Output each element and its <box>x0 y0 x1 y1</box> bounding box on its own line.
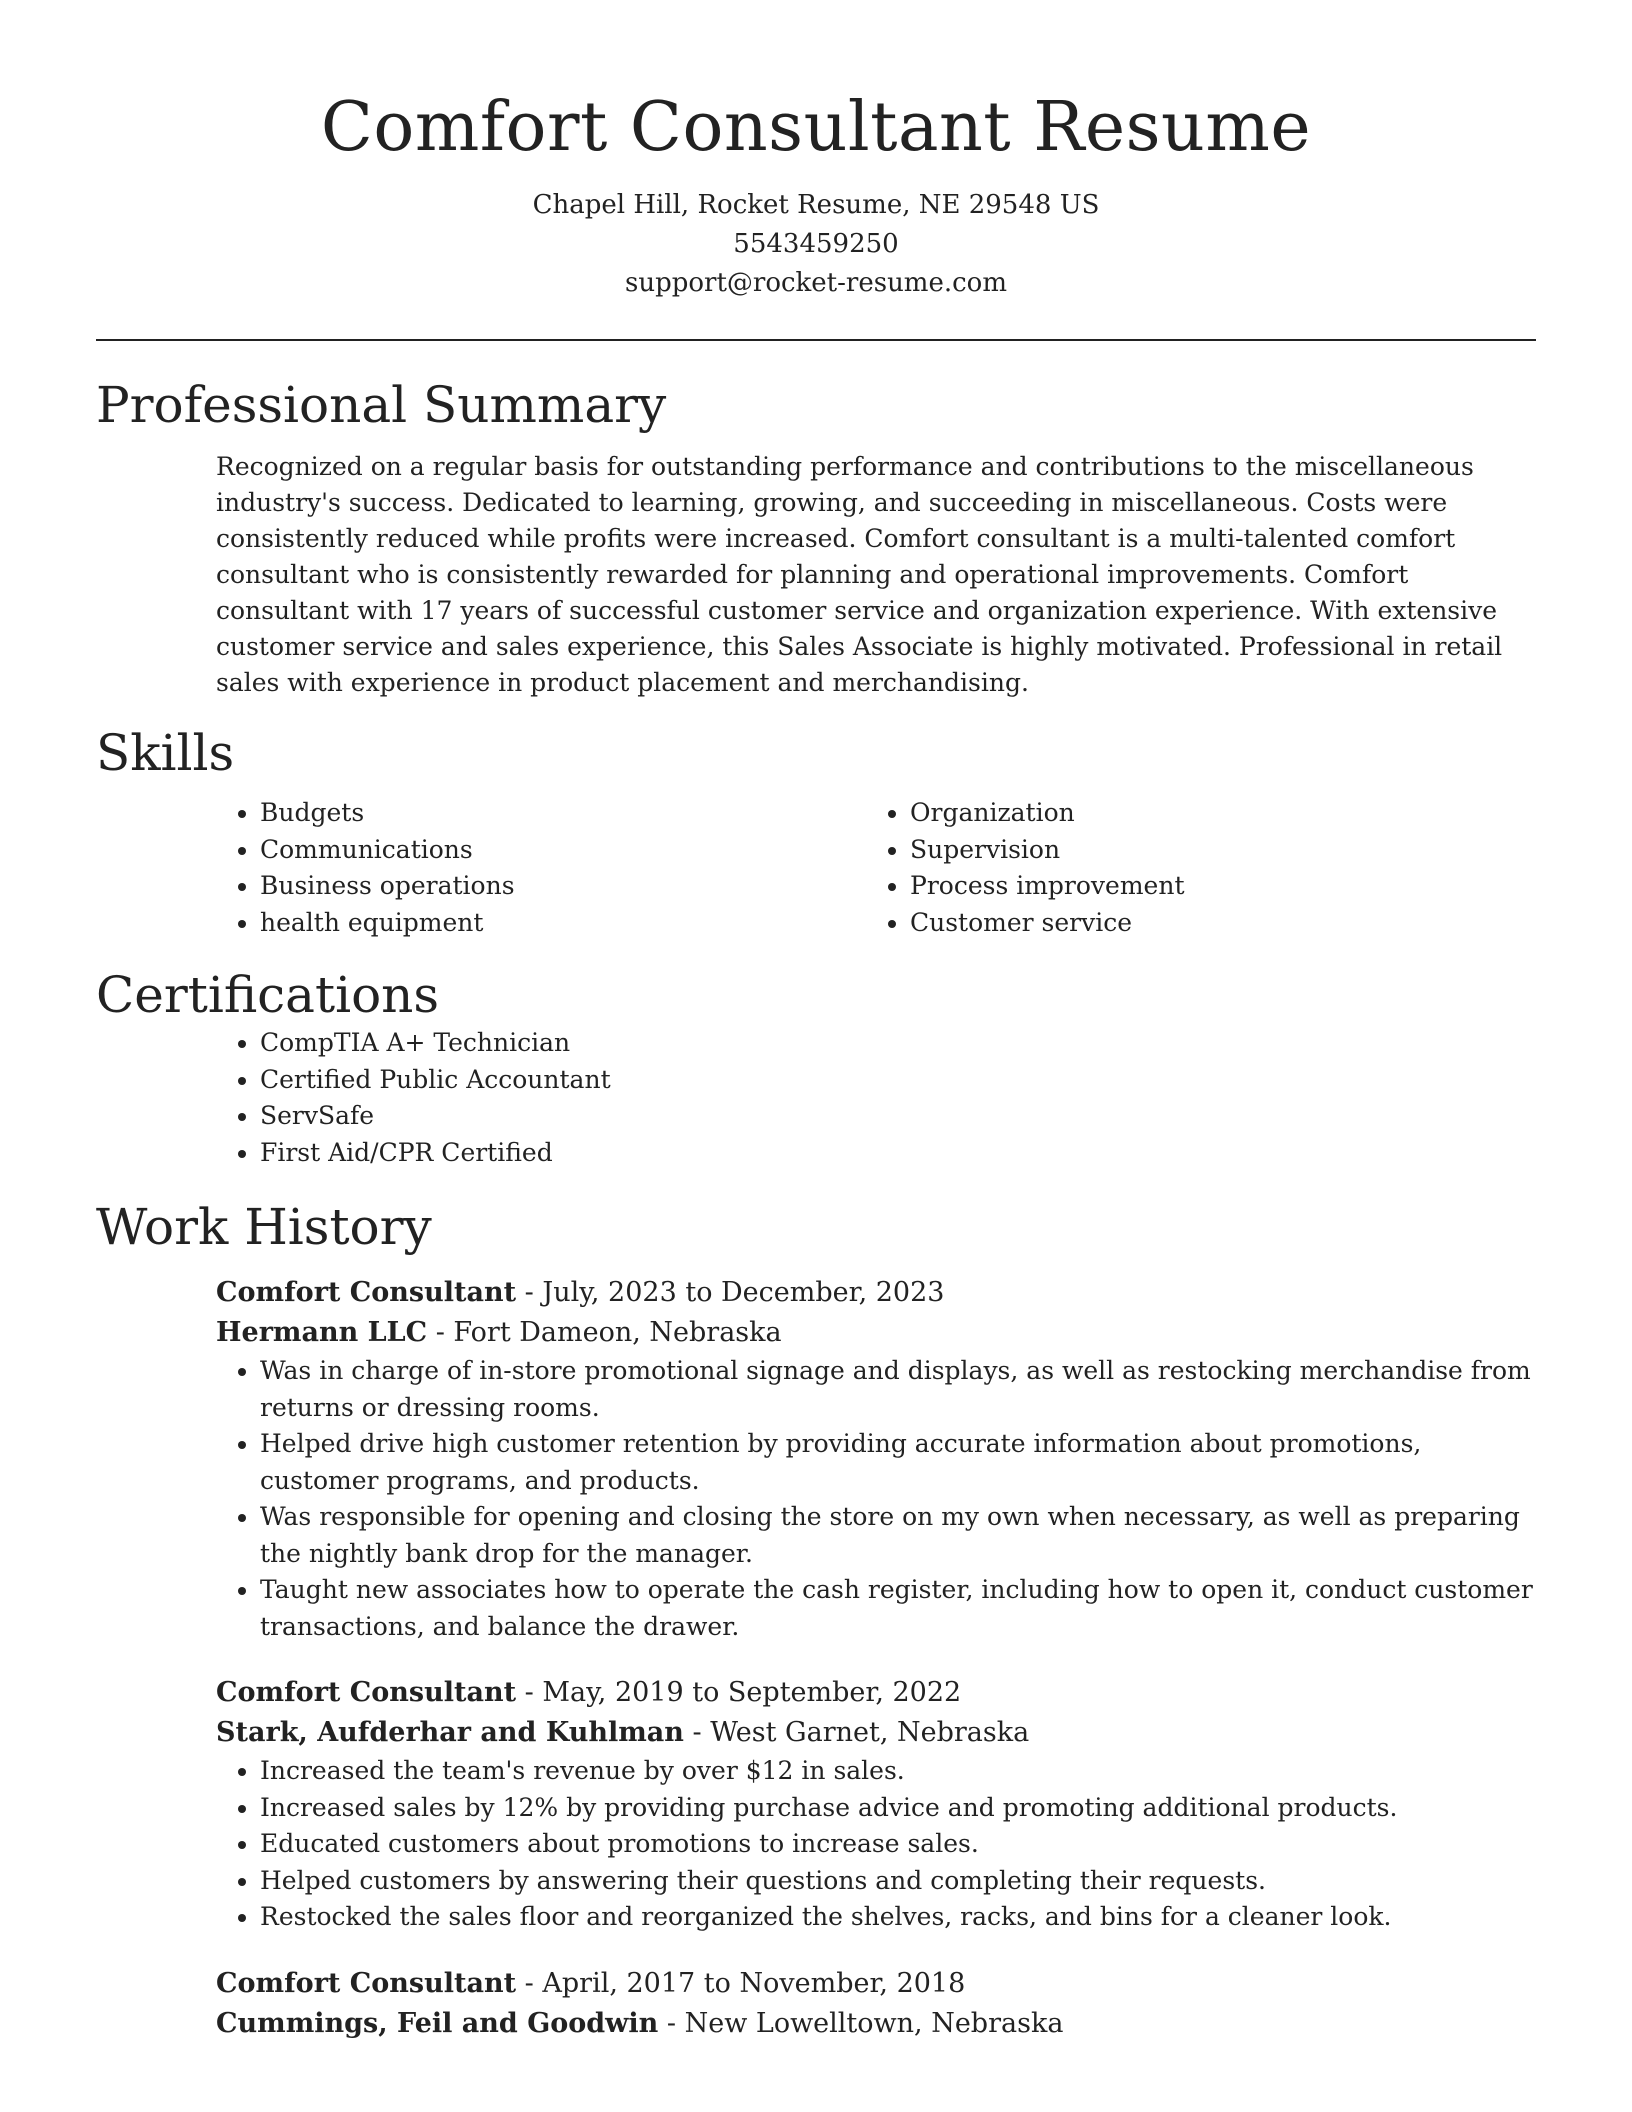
job-dates: April, 2017 to November, 2018 <box>542 1967 966 1999</box>
job-company: Cummings, Feil and Goodwin <box>216 2007 659 2039</box>
job-bullet: • Helped customers by answering their questions and completing their requests. <box>260 1863 1536 1900</box>
work-history-heading: Work History <box>96 1198 432 1256</box>
job-role-line <box>216 1273 1536 1313</box>
job-role-line <box>216 1964 1536 2004</box>
separator: - <box>658 2007 685 2039</box>
job-dates: July, 2023 to December, 2023 <box>542 1277 945 1308</box>
skill-item: • Organization <box>910 795 1516 832</box>
job-role: Comfort Consultant <box>216 1677 517 1708</box>
job-bullet: • Educated customers about promotions to increase sales. <box>260 1826 1536 1863</box>
certification-item: • CompTIA A+ Technician <box>260 1025 1536 1062</box>
skills-section <box>0 795 1632 941</box>
separator: - <box>427 1317 454 1348</box>
skills-column-left <box>216 795 866 941</box>
job-bullet: • Increased sales by 12% by providing purchase advice and promoting additional products. <box>260 1790 1536 1827</box>
summary-text: Recognized on a regular basis for outstanding performance and contributions to the miscellaneous industry's success. Dedicated to learning, growing, and succeeding in miscellaneous. Costs were consistently reduced while profits were increased. Comfort consultant is a multi-talented comfort consultant who is consistently rewarded for planning and operational improvements. Comfort consultant with 17 years of successful customer service and organization experience. With extensive customer service and sales experience, this Sales Associate is highly motivated. Professional in retail sales with experience in product placement and merchandising. <box>216 452 1503 697</box>
job-bullet: • Was in charge of in-store promotional signage and displays, as well as restocking merchandise from returns or dressing rooms. <box>260 1353 1536 1426</box>
separator: - <box>516 1277 543 1308</box>
certification-item: • First Aid/CPR Certified <box>260 1135 1536 1172</box>
certifications-list <box>216 1025 1536 1171</box>
job-entry <box>216 1273 1536 1645</box>
job-dates: May, 2019 to September, 2022 <box>542 1677 962 1708</box>
job-location: Fort Dameon, Nebraska <box>453 1317 782 1348</box>
job-company: Hermann LLC <box>216 1317 428 1348</box>
certification-item: • ServSafe <box>260 1098 1536 1135</box>
job-bullet: • Increased the team's revenue by over $12 in sales. <box>260 1753 1536 1790</box>
skills-list-left <box>216 795 866 941</box>
contact-info <box>0 186 1632 303</box>
skills-list-right <box>866 795 1516 941</box>
job-company-line <box>216 1713 1536 1753</box>
job-company-line <box>216 2004 1536 2044</box>
separator: - <box>516 1677 543 1708</box>
email: support@rocket-resume.com <box>624 268 1007 298</box>
certification-item: • Certified Public Accountant <box>260 1062 1536 1099</box>
work-history-section <box>0 1273 1632 2044</box>
skill-item: • Business operations <box>260 868 866 905</box>
job-location: New Lowelltown, Nebraska <box>684 2007 1064 2039</box>
resume-header <box>0 0 1632 303</box>
separator: - <box>683 1717 711 1748</box>
skills-grid <box>216 795 1536 941</box>
certifications-heading: Certifications <box>96 966 440 1024</box>
skill-item: • Process improvement <box>910 868 1516 905</box>
job-role-line <box>216 1673 1536 1713</box>
header-divider <box>96 339 1536 341</box>
job-bullet: • Taught new associates how to operate the cash register, including how to open it, conduct customer transactions, and balance the drawer. <box>260 1572 1536 1645</box>
skill-item: • Budgets <box>260 795 866 832</box>
skills-column-right <box>866 795 1516 941</box>
job-entry <box>216 1673 1536 1936</box>
skill-item: • Communications <box>260 832 866 869</box>
phone: 5543459250 <box>733 229 899 259</box>
job-bullets <box>216 1353 1536 1645</box>
job-company-line <box>216 1313 1536 1353</box>
skill-item: • Customer service <box>910 905 1516 942</box>
job-location: West Garnet, Nebraska <box>710 1717 1030 1748</box>
resume-title: Comfort Consultant Resume <box>320 88 1312 167</box>
skills-heading: Skills <box>96 724 235 782</box>
certifications-section <box>0 1025 1632 1171</box>
summary-heading: Professional Summary <box>96 376 667 434</box>
job-bullet: • Was responsible for opening and closing the store on my own when necessary, as well as preparing the nightly bank drop for the manager. <box>260 1499 1536 1572</box>
skill-item: • Supervision <box>910 832 1516 869</box>
job-bullets <box>216 1753 1536 1936</box>
job-bullet: • Helped drive high customer retention by providing accurate information about promotions, customer programs, and products. <box>260 1426 1536 1499</box>
summary-section <box>0 449 1632 701</box>
skill-item: • health equipment <box>260 905 866 942</box>
job-entry <box>216 1964 1536 2044</box>
job-role: Comfort Consultant <box>216 1967 517 1999</box>
address: Chapel Hill, Rocket Resume, NE 29548 US <box>532 190 1100 220</box>
job-role: Comfort Consultant <box>216 1277 517 1308</box>
separator: - <box>516 1967 543 1999</box>
job-bullet: • Restocked the sales floor and reorganized the shelves, racks, and bins for a cleaner look. <box>260 1899 1536 1936</box>
job-company: Stark, Aufderhar and Kuhlman <box>216 1717 684 1748</box>
